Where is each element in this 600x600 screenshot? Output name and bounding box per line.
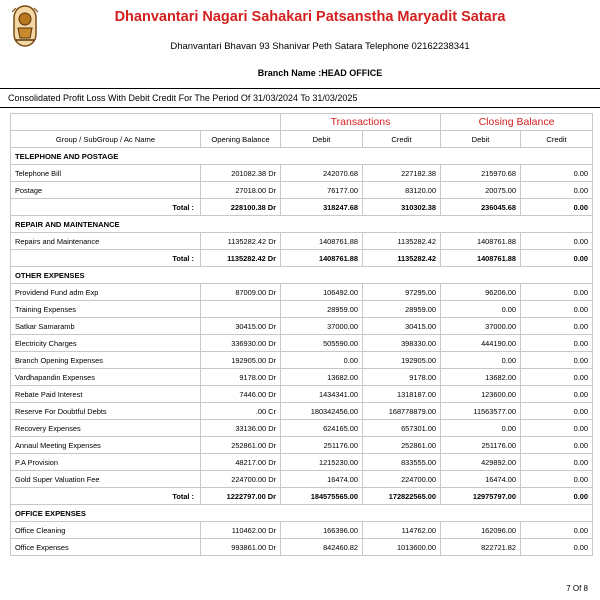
- amount-cell: 215970.68: [441, 165, 521, 182]
- period-divider: [0, 107, 600, 108]
- amount-cell: 33136.00 Dr: [201, 420, 281, 437]
- total-amount-cell: 310302.38: [363, 199, 441, 216]
- amount-cell: 180342456.00: [281, 403, 363, 420]
- amount-cell: 0.00: [521, 522, 593, 539]
- total-amount-cell: 1135282.42 Dr: [201, 250, 281, 267]
- table-row: [11, 301, 593, 318]
- account-name-cell: Office Cleaning: [11, 522, 201, 539]
- amount-cell: 114762.00: [363, 522, 441, 539]
- total-amount-cell: 0.00: [521, 199, 593, 216]
- column-header: Debit: [441, 131, 521, 148]
- account-name-cell: Vardhapandin Expenses: [11, 369, 201, 386]
- amount-cell: 227182.38: [363, 165, 441, 182]
- table-row: [11, 437, 593, 454]
- amount-cell: 192905.00 Dr: [201, 352, 281, 369]
- section-header-row: [11, 267, 593, 284]
- amount-cell: 242070.68: [281, 165, 363, 182]
- amount-cell: 444190.00: [441, 335, 521, 352]
- branch-name: Branch Name :HEAD OFFICE: [257, 68, 383, 78]
- account-name-cell: Training Expenses: [11, 301, 201, 318]
- amount-cell: 251176.00: [281, 437, 363, 454]
- section-title: OFFICE EXPENSES: [11, 505, 593, 522]
- amount-cell: 37000.00: [441, 318, 521, 335]
- amount-cell: 1135282.42 Dr: [201, 233, 281, 250]
- amount-cell: 0.00: [441, 352, 521, 369]
- column-header: Credit: [363, 131, 441, 148]
- total-amount-cell: 228100.38 Dr: [201, 199, 281, 216]
- account-name-cell: Satkar Samaramb: [11, 318, 201, 335]
- account-name-cell: Reserve For Doubtful Debts: [11, 403, 201, 420]
- account-name-cell: Recovery Expenses: [11, 420, 201, 437]
- amount-cell: 505590.00: [281, 335, 363, 352]
- amount-cell: 0.00: [441, 301, 521, 318]
- amount-cell: 0.00: [521, 301, 593, 318]
- transactions-group-header: Transactions: [281, 114, 441, 131]
- amount-cell: 624165.00: [281, 420, 363, 437]
- amount-cell: 13682.00: [281, 369, 363, 386]
- account-name-cell: P.A Provision: [11, 454, 201, 471]
- amount-cell: 97295.00: [363, 284, 441, 301]
- section-title: TELEPHONE AND POSTAGE: [11, 148, 593, 165]
- table-row: [11, 352, 593, 369]
- amount-cell: 76177.00: [281, 182, 363, 199]
- amount-cell: 224700.00 Dr: [201, 471, 281, 488]
- amount-cell: 123600.00: [441, 386, 521, 403]
- amount-cell: 0.00: [521, 539, 593, 556]
- total-amount-cell: 184575565.00: [281, 488, 363, 505]
- amount-cell: 201082.38 Dr: [201, 165, 281, 182]
- amount-cell: 1408761.88: [281, 233, 363, 250]
- amount-cell: 37000.00: [281, 318, 363, 335]
- amount-cell: 833555.00: [363, 454, 441, 471]
- total-amount-cell: 236045.68: [441, 199, 521, 216]
- amount-cell: 0.00: [281, 352, 363, 369]
- table-row: [11, 420, 593, 437]
- amount-cell: 822721.82: [441, 539, 521, 556]
- amount-cell: 0.00: [521, 386, 593, 403]
- table-row: [11, 165, 593, 182]
- amount-cell: 162096.00: [441, 522, 521, 539]
- closing-balance-group-header: Closing Balance: [441, 114, 593, 131]
- account-name-cell: Rebate Paid Interest: [11, 386, 201, 403]
- total-amount-cell: 318247.68: [281, 199, 363, 216]
- column-header: Opening Balance: [201, 131, 281, 148]
- amount-cell: 16474.00: [281, 471, 363, 488]
- account-name-cell: Branch Opening Expenses: [11, 352, 201, 369]
- amount-cell: 398330.00: [363, 335, 441, 352]
- section-title: OTHER EXPENSES: [11, 267, 593, 284]
- group-header-blank: [11, 114, 281, 131]
- amount-cell: 48217.00 Dr: [201, 454, 281, 471]
- amount-cell: 106492.00: [281, 284, 363, 301]
- amount-cell: 0.00: [521, 369, 593, 386]
- account-name-cell: Telephone Bill: [11, 165, 201, 182]
- amount-cell: 11563577.00: [441, 403, 521, 420]
- total-amount-cell: 1408761.88: [281, 250, 363, 267]
- total-row: [11, 488, 593, 505]
- total-row: [11, 199, 593, 216]
- account-name-cell: Annaul Meeting Expenses: [11, 437, 201, 454]
- amount-cell: 1215230.00: [281, 454, 363, 471]
- table-row: [11, 284, 593, 301]
- amount-cell: 251176.00: [441, 437, 521, 454]
- amount-cell: 87009.00 Dr: [201, 284, 281, 301]
- amount-cell: 7446.00 Dr: [201, 386, 281, 403]
- amount-cell: 0.00: [521, 335, 593, 352]
- amount-cell: 429892.00: [441, 454, 521, 471]
- table-row: [11, 403, 593, 420]
- total-amount-cell: 1222797.00 Dr: [201, 488, 281, 505]
- account-name-cell: Postage: [11, 182, 201, 199]
- amount-cell: 0.00: [441, 420, 521, 437]
- amount-cell: 0.00: [521, 454, 593, 471]
- account-name-cell: Office Expenses: [11, 539, 201, 556]
- amount-cell: 0.00: [521, 403, 593, 420]
- amount-cell: 224700.00: [363, 471, 441, 488]
- account-name-cell: Gold Super Valuation Fee: [11, 471, 201, 488]
- amount-cell: 110462.00 Dr: [201, 522, 281, 539]
- total-amount-cell: 0.00: [521, 488, 593, 505]
- report-period-title: Consolidated Profit Loss With Debit Credit For The Period Of 31/03/2024 To 31/03/2025: [8, 93, 358, 103]
- amount-cell: 83120.00: [363, 182, 441, 199]
- amount-cell: 0.00: [521, 233, 593, 250]
- account-name-cell: Electricity Charges: [11, 335, 201, 352]
- column-header: Credit: [521, 131, 593, 148]
- total-label: Total :: [11, 250, 201, 267]
- total-amount-cell: 1408761.88: [441, 250, 521, 267]
- table-row: [11, 233, 593, 250]
- account-name-cell: Providend Fund adm Exp: [11, 284, 201, 301]
- total-amount-cell: 1135282.42: [363, 250, 441, 267]
- table-row: [11, 369, 593, 386]
- amount-cell: 96206.00: [441, 284, 521, 301]
- amount-cell: 1318187.00: [363, 386, 441, 403]
- amount-cell: 0.00: [521, 471, 593, 488]
- table-row: [11, 386, 593, 403]
- amount-cell: 1135282.42: [363, 233, 441, 250]
- amount-cell: 657301.00: [363, 420, 441, 437]
- amount-cell: 28959.00: [281, 301, 363, 318]
- section-header-row: [11, 148, 593, 165]
- table-row: [11, 522, 593, 539]
- table-row: [11, 318, 593, 335]
- organization-name: Dhanvantari Nagari Sahakari Patsanstha Maryadit Satara: [114, 9, 506, 25]
- amount-cell: 0.00: [521, 284, 593, 301]
- total-label: Total :: [11, 199, 201, 216]
- total-amount-cell: 172822565.00: [363, 488, 441, 505]
- amount-cell: 30415.00: [363, 318, 441, 335]
- page-number: 7 Of 8: [566, 584, 588, 593]
- amount-cell: 192905.00: [363, 352, 441, 369]
- amount-cell: [201, 301, 281, 318]
- section-title: REPAIR AND MAINTENANCE: [11, 216, 593, 233]
- amount-cell: 993861.00 Dr: [201, 539, 281, 556]
- header-divider: [0, 88, 600, 89]
- amount-cell: 0.00: [521, 420, 593, 437]
- amount-cell: 1013600.00: [363, 539, 441, 556]
- amount-cell: 27018.00 Dr: [201, 182, 281, 199]
- table-row: [11, 182, 593, 199]
- amount-cell: 252861.00: [363, 437, 441, 454]
- amount-cell: 9178.00: [363, 369, 441, 386]
- section-header-row: [11, 505, 593, 522]
- amount-cell: 0.00: [521, 437, 593, 454]
- amount-cell: 0.00: [521, 165, 593, 182]
- amount-cell: 20075.00: [441, 182, 521, 199]
- amount-cell: 9178.00 Dr: [201, 369, 281, 386]
- amount-cell: 13682.00: [441, 369, 521, 386]
- amount-cell: 166396.00: [281, 522, 363, 539]
- amount-cell: 28959.00: [363, 301, 441, 318]
- amount-cell: 1434341.00: [281, 386, 363, 403]
- table-row: [11, 539, 593, 556]
- column-header-row: [11, 131, 593, 148]
- total-label: Total :: [11, 488, 201, 505]
- account-name-cell: Repairs and Maintenance: [11, 233, 201, 250]
- amount-cell: .00 Cr: [201, 403, 281, 420]
- amount-cell: 1408761.88: [441, 233, 521, 250]
- profit-loss-table: [10, 113, 593, 556]
- table-row: [11, 335, 593, 352]
- amount-cell: 336930.00 Dr: [201, 335, 281, 352]
- total-amount-cell: 0.00: [521, 250, 593, 267]
- report-header: [0, 0, 600, 90]
- table-body: [11, 148, 593, 556]
- amount-cell: 0.00: [521, 352, 593, 369]
- amount-cell: 252861.00 Dr: [201, 437, 281, 454]
- table-row: [11, 471, 593, 488]
- section-header-row: [11, 216, 593, 233]
- amount-cell: 842460.82: [281, 539, 363, 556]
- total-amount-cell: 12975797.00: [441, 488, 521, 505]
- amount-cell: 0.00: [521, 182, 593, 199]
- table-row: [11, 454, 593, 471]
- column-header: Group / SubGroup / Ac Name: [11, 131, 201, 148]
- total-row: [11, 250, 593, 267]
- column-header: Debit: [281, 131, 363, 148]
- amount-cell: 16474.00: [441, 471, 521, 488]
- amount-cell: 0.00: [521, 318, 593, 335]
- amount-cell: 30415.00 Dr: [201, 318, 281, 335]
- organization-address: Dhanvantari Bhavan 93 Shanivar Peth Satara Telephone 02162238341: [170, 41, 470, 52]
- group-header-row: [11, 114, 593, 131]
- amount-cell: 168778879.00: [363, 403, 441, 420]
